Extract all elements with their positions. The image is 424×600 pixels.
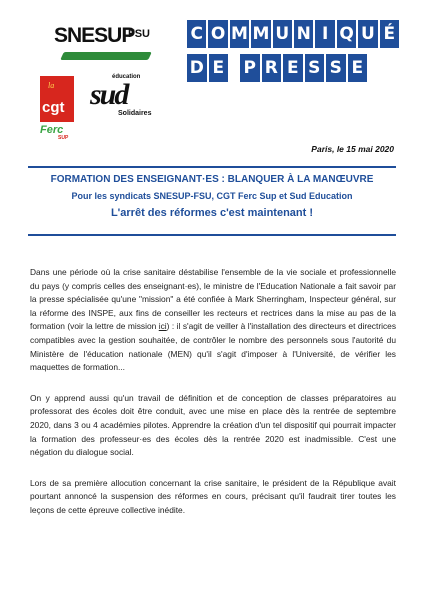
sud-education-label: éducation bbox=[112, 74, 141, 80]
banner-line-communique bbox=[187, 20, 399, 48]
press-release-body bbox=[30, 266, 396, 535]
svg-text:SUP: SUP bbox=[58, 135, 69, 140]
banner-letter-tile: U bbox=[273, 20, 292, 48]
paragraph-1-text-b: ) : il s'agit de veiller à l'installation des directeurs et directrices compatibles avec la gestion souhaitée, de contrôler le nombre des personnels sous l'autorité du Ministère de l'éducation nationale (MEN) qu'il s'agit d'imposer à l'Université, de vérifier les maquettes de formation... bbox=[30, 321, 397, 373]
banner-letter-tile: U bbox=[358, 20, 377, 48]
banner-letter-tile: N bbox=[294, 20, 313, 48]
union-logos bbox=[32, 10, 182, 140]
paragraph-1-text-a: Dans une période où la crise sanitaire déstabilise l'ensemble de la vie sociale et professionnelle du pays (y compris celles des enseignant·es), le ministre de l'Education Nationale a fait savoir par la presse spécialisée qu'une "mission" a été confiée à Mark Sherringham, Inspecteur général, sur la réforme des INSPE, aux fins de conseiller les recteurs et rectrices dans la mise au pas de la formation (voir la lettre de mission bbox=[30, 267, 396, 332]
banner-letter-tile: S bbox=[326, 54, 346, 82]
banner-letter-tile: E bbox=[209, 54, 229, 82]
paragraph-2: On y apprend aussi qu'un travail de définition et de conception de classes préparatoires au professorat des écoles doit être conduit, avec une mise en place dès la rentrée de septembre 2020, dans 3 ou 4 académies pilotes. Apprendre la création d'un tel dispositif qui pourrait impacter la formation des professeur·es des écoles dès la rentrée 2020 est inadmissible. C'est une négation du dialogue social. bbox=[30, 392, 396, 458]
headline-tagline: L'arrêt des réformes c'est maintenant ! bbox=[110, 207, 314, 219]
banner-letter-tile: É bbox=[380, 20, 399, 48]
communique-de-presse-banner bbox=[187, 20, 399, 88]
banner-letter-tile: M bbox=[230, 20, 249, 48]
snesup-fsu-logo bbox=[54, 18, 152, 64]
mission-letter-link[interactable]: ici bbox=[158, 321, 167, 332]
banner-letter-tile: Q bbox=[337, 20, 356, 48]
paragraph-3: Lors de sa première allocution concernant la crise sanitaire, le président de la République avait pourtant annoncé la suspension des réformes en cours, précisant qu'il faudrait tirer toutes les leçons de cette épreuve collective inédite. bbox=[30, 477, 396, 515]
sud-education-logo bbox=[90, 72, 162, 122]
banner-letter-tile: I bbox=[315, 20, 334, 48]
banner-letter-tile: R bbox=[262, 54, 282, 82]
fsu-logo-text: FSU bbox=[128, 28, 150, 40]
banner-letter-tile bbox=[230, 54, 238, 82]
headline-title: FORMATION DES ENSEIGNANT·ES : BLANQUER À LA MANŒUVRE bbox=[50, 174, 374, 185]
dateline: Paris, le 15 mai 2020 bbox=[311, 144, 394, 154]
paragraph-1 bbox=[30, 266, 396, 375]
banner-letter-tile: C bbox=[187, 20, 206, 48]
snesup-green-swoosh bbox=[60, 52, 152, 60]
svg-text:Ferc: Ferc bbox=[40, 124, 64, 136]
svg-text:cgt: cgt bbox=[42, 99, 65, 116]
banner-letter-tile: P bbox=[240, 54, 260, 82]
banner-letter-tile: E bbox=[283, 54, 303, 82]
banner-letter-tile: E bbox=[348, 54, 368, 82]
solidaires-label: Solidaires bbox=[118, 110, 152, 117]
banner-letter-tile: D bbox=[187, 54, 207, 82]
headline-subtitle: Pour les syndicats SNESUP-FSU, CGT Ferc Sup et Sud Education bbox=[71, 191, 353, 201]
cgt-ferc-sup-logo bbox=[40, 76, 74, 140]
banner-letter-tile: O bbox=[208, 20, 227, 48]
headline-box bbox=[28, 166, 396, 236]
banner-letter-tile: M bbox=[251, 20, 270, 48]
banner-line-de-presse bbox=[187, 54, 399, 82]
snesup-logo-text: SNESUP bbox=[54, 24, 135, 47]
sud-wordmark: sud bbox=[90, 78, 128, 111]
svg-text:la: la bbox=[48, 81, 55, 90]
banner-letter-tile: S bbox=[305, 54, 325, 82]
